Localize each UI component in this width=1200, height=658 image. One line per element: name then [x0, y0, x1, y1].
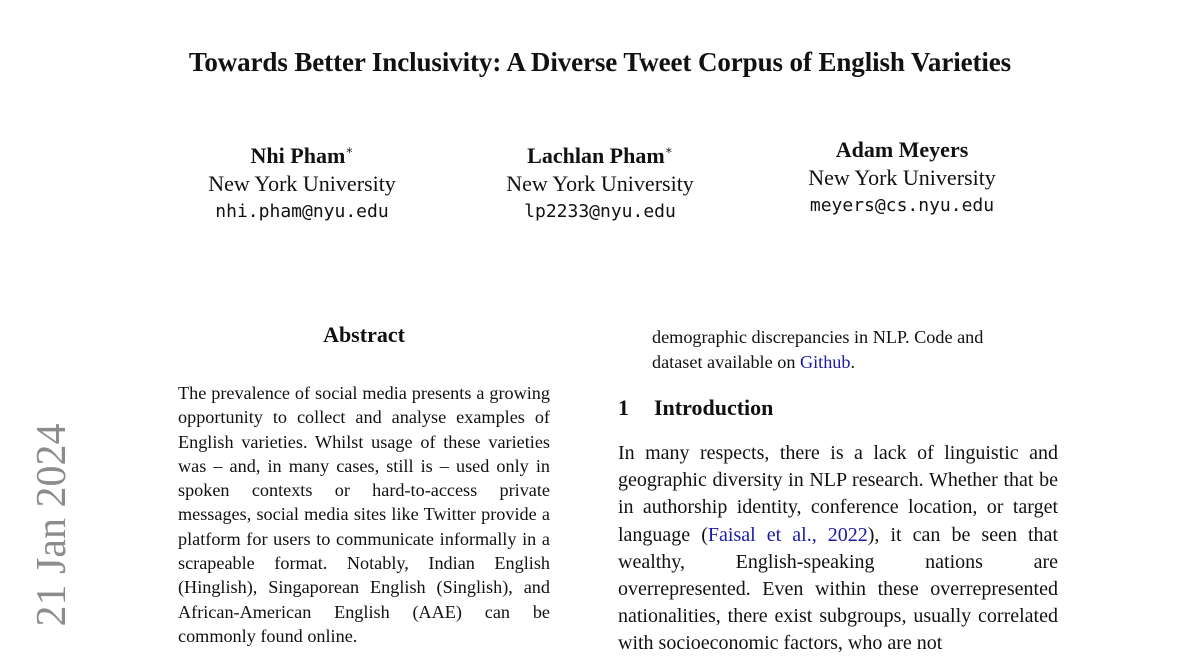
abstract-body	[178, 381, 550, 648]
author-affiliation: New York University	[506, 171, 694, 196]
section-title: Introduction	[654, 395, 774, 420]
equal-contribution-mark: ∗	[345, 143, 354, 157]
introduction-text: In many respects, there is a lack of linguistic and geographic diversity in NLP research. Whether that be in authorship identity, conference location, or target language (Faisal et al., 2022), it can be seen that wealthy, English-speaking nations are overrepresented. Even within these overrepresented nationalities, there exist subgroups, usually correlated with socioeconomic factors, who are not	[618, 442, 1058, 655]
citation-link[interactable]: Faisal et al., 2022	[707, 523, 868, 546]
abstract-heading: Abstract	[323, 322, 405, 347]
author-affiliation: New York University	[208, 171, 396, 196]
abstract-continuation	[652, 325, 1024, 374]
author-email: lp2233@nyu.edu	[524, 201, 676, 222]
introduction-body	[618, 440, 1058, 658]
paper-title: Towards Better Inclusivity: A Diverse Tweet Corpus of English Varieties	[188, 47, 1012, 77]
arxiv-date-stamp: 21 Jan 2024	[29, 423, 75, 627]
author-name: Lachlan Pham∗	[527, 143, 673, 168]
github-link[interactable]: Github	[799, 351, 851, 372]
author-affiliation: New York University	[808, 165, 996, 190]
section-number: 1	[618, 395, 629, 420]
abstract-end-text: demographic discrepancies in NLP. Code and dataset available on Github.	[652, 327, 984, 372]
author-name: Adam Meyers	[835, 137, 969, 162]
author-email: meyers@cs.nyu.edu	[809, 195, 995, 216]
author-email: nhi.pham@nyu.edu	[215, 201, 389, 222]
section-heading-introduction	[618, 395, 773, 421]
author-block	[470, 136, 730, 226]
author-block	[172, 136, 432, 226]
author-block	[772, 136, 1032, 220]
equal-contribution-mark: ∗	[664, 143, 673, 157]
abstract-text: The prevalence of social media presents a growing opportunity to collect and analyse examples of English varieties. Whilst usage of these varieties was – and, in many cases, still is – used only in spoken contexts or hard-to-access private messages, social media sites like Twitter provide a platform for users to communicate informally in a scrapeable format. Notably, Indian English (Hinglish), Singaporean English (Singlish), and African-American English (AAE) can be commonly found online.	[178, 383, 550, 646]
author-name: Nhi Pham∗	[250, 143, 354, 168]
